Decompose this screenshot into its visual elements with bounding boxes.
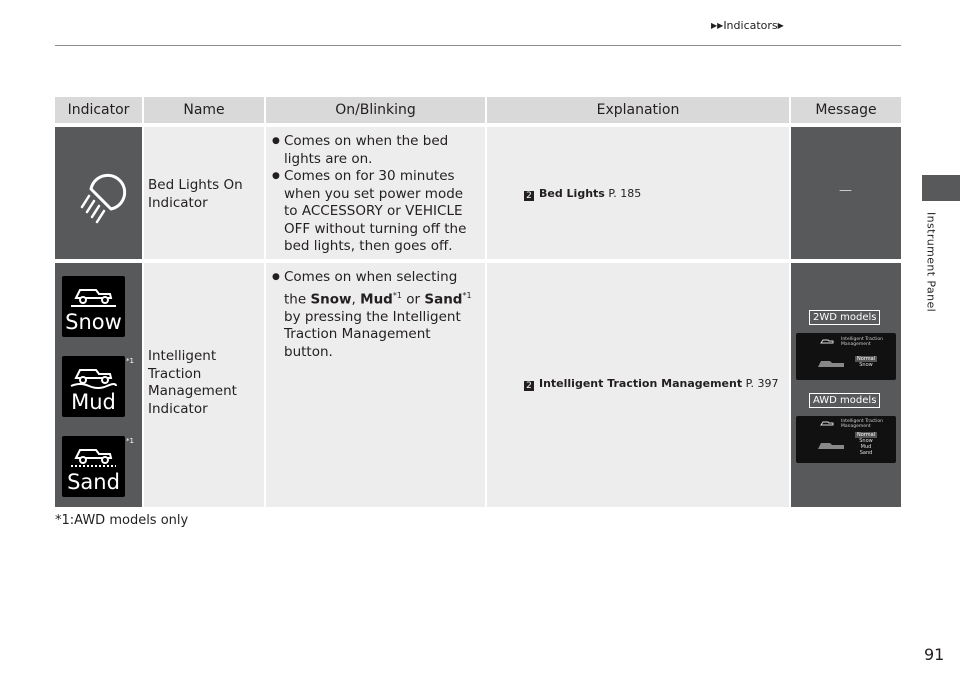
message-cell-itm <box>791 263 901 507</box>
mud-mode-icon: Mud <box>62 356 125 417</box>
name-cell-itm <box>144 263 264 507</box>
itm-screen-2wd: Intelligent Traction Management Normal Snow <box>796 333 896 380</box>
footnote-marker: *1 <box>126 357 134 365</box>
indicator-name: Intelligent Traction Management Indicator <box>148 348 237 417</box>
condition-item: ● Comes on for 30 minutes when you set power mode to ACCESSORY or VEHICLE OFF without turning off the bed lights, then goes off. <box>272 168 479 256</box>
col-header-message: Message <box>791 97 901 123</box>
condition-item: ● Comes on when selecting the Snow, Mud$^{*1}$ or Sand$^{*1}$ by pressing the Intelligent Traction Management button. <box>272 269 479 361</box>
model-badge-awd: AWD models <box>809 393 880 408</box>
truck-icon <box>62 360 125 390</box>
name-cell-bed-lights <box>144 127 264 259</box>
page-reference-link[interactable]: 2 Intelligent Traction Management P. 397 <box>524 377 779 391</box>
on-blinking-cell-itm <box>266 263 485 507</box>
no-message: — <box>839 183 852 198</box>
page-reference-link[interactable]: 2 Bed Lights P. 185 <box>524 187 641 201</box>
breadcrumb-arrow-icon: ▶▶ <box>711 21 724 30</box>
indicator-cell-bed-lights <box>55 127 142 259</box>
message-cell-bed-lights <box>791 127 901 259</box>
breadcrumb <box>711 19 784 32</box>
truck-side-icon <box>816 440 846 452</box>
explanation-cell-bed-lights <box>487 127 789 259</box>
snow-mode-icon: Snow <box>62 276 125 337</box>
col-header-name: Name <box>144 97 264 123</box>
col-header-on-blinking: On/Blinking <box>266 97 485 123</box>
explanation-cell-itm <box>487 263 789 507</box>
header-rule <box>55 45 901 46</box>
side-label: Instrument Panel <box>924 211 938 313</box>
reference-arrow-icon: 2 <box>524 191 534 201</box>
itm-screen-awd: Intelligent Traction Management Normal Snow Mud Sand <box>796 416 896 463</box>
bed-lights-icon <box>55 127 142 259</box>
truck-icon <box>62 280 125 310</box>
breadcrumb-arrow-icon: ▶ <box>777 21 784 30</box>
footnote: *1:AWD models only <box>55 513 189 528</box>
reference-arrow-icon: 2 <box>524 381 534 391</box>
truck-icon <box>62 440 125 470</box>
truck-icon <box>820 420 834 428</box>
indicator-cell-itm <box>55 263 142 507</box>
truck-icon <box>820 338 834 346</box>
model-badge-2wd: 2WD models <box>809 310 880 325</box>
footnote-marker: *1 <box>126 437 134 445</box>
truck-side-icon <box>816 358 846 370</box>
col-header-explanation: Explanation <box>487 97 789 123</box>
page-number: 91 <box>924 645 945 664</box>
condition-item: ● Comes on when the bed lights are on. <box>272 133 479 168</box>
indicator-name: Bed Lights On Indicator <box>148 177 243 211</box>
sand-mode-icon: Sand <box>62 436 125 497</box>
section-tab <box>922 175 960 201</box>
col-header-indicator: Indicator <box>55 97 142 123</box>
on-blinking-cell-bed-lights <box>266 127 485 259</box>
breadcrumb-section[interactable]: Indicators <box>723 19 778 32</box>
